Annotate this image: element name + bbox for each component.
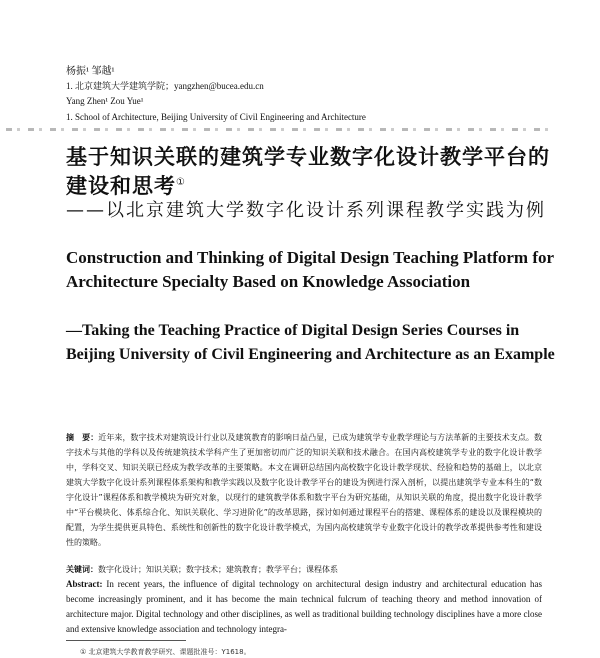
- keywords-cn-text: 数字化设计；知识关联；数字技术；建筑教育；教学平台；课程体系: [98, 565, 338, 574]
- affiliation-cn: 1. 北京建筑大学建筑学院；yangzhen@bucea.edu.cn: [66, 81, 264, 91]
- footnote: ① 北京建筑大学教育教学研究、课题批准号：Y1618。: [80, 648, 251, 656]
- abstract-cn-label: 摘 要：: [66, 433, 99, 442]
- authors-en: Yang Zhen¹ Zou Yue¹: [66, 96, 144, 106]
- title-cn-footnote-mark: ①: [176, 177, 186, 188]
- title-cn: [66, 144, 566, 199]
- title-cn-text: 基于知识关联的建筑学专业数字化设计教学平台的建设和思考: [66, 145, 550, 198]
- keywords-cn-label: 关键词：: [66, 565, 98, 574]
- subtitle-dash: ——: [66, 200, 106, 221]
- scan-noise-divider: [6, 128, 550, 131]
- abstract-cn-text: 近年来，数字技术对建筑设计行业以及建筑教育的影响日益凸显，已成为建筑学专业教学理论与方法革新的主要技术支点。数字技术与其他的学科以及传统建筑技术学科产生了更加密切而广泛的知识关联和技术融合。在国内高校建筑学专业的数字化设计教学中，学科交叉、知识关联已经成为教学改革的主要策略。本文在调研总结国内高校数字化设计教学现状、经验和趋势的基础上，以北京建筑大学数字化设计系列课程体系架构和教学实践以及数字化设计教学平台的建设为例进行深入剖析，以提出建筑学专业本科生的“数字化设计”课程体系和教学模块为研究对象，以现行的建筑教学体系和数字平台为研究基础，从知识关联的角度，提出数字化设计教学中“平台模块化、体系综合化、知识关联化、学习进阶化”的改革思路，探讨如何通过课程平台的搭建、课程体系的建设以及课程模块的配置，为学生提供更具特色、系统性和创新性的数字化设计教学模式，为国内高校建筑学专业数字化设计的教学改革提供参考性和建设性的策略。: [66, 433, 542, 547]
- title-en: Construction and Thinking of Digital Design Teaching Platform for Architecture Specialty Based on Knowledge Association: [66, 248, 554, 291]
- footnote-rule: [66, 640, 186, 641]
- abstract-en-text: In recent years, the influence of digital technology on architectural design industry and architectural education has become increasingly prominent, and it has become the main technical fulcrum of teaching theory and method innovation of architecture major. Digital technology and other disciplines, as well as traditional building technology disciplines have a more close and extensive knowledge association and technology integra-: [66, 579, 543, 634]
- abstract-en: [66, 577, 542, 637]
- authors-cn: 杨振¹ 邹越¹: [66, 66, 115, 77]
- affiliation-en: 1. School of Architecture, Beijing University of Civil Engineering and Architecture: [66, 112, 366, 122]
- abstract-cn: [66, 430, 542, 550]
- keywords-cn: [66, 564, 542, 575]
- subtitle-en: —Taking the Teaching Practice of Digital Design Series Courses in Beijing University of Civil Engineering and Architecture as an Example: [66, 322, 555, 363]
- abstract-en-label: Abstract:: [66, 579, 103, 589]
- subtitle-cn-text: 以北京建筑大学数字化设计系列课程教学实践为例: [106, 200, 546, 221]
- subtitle-cn: [66, 198, 556, 224]
